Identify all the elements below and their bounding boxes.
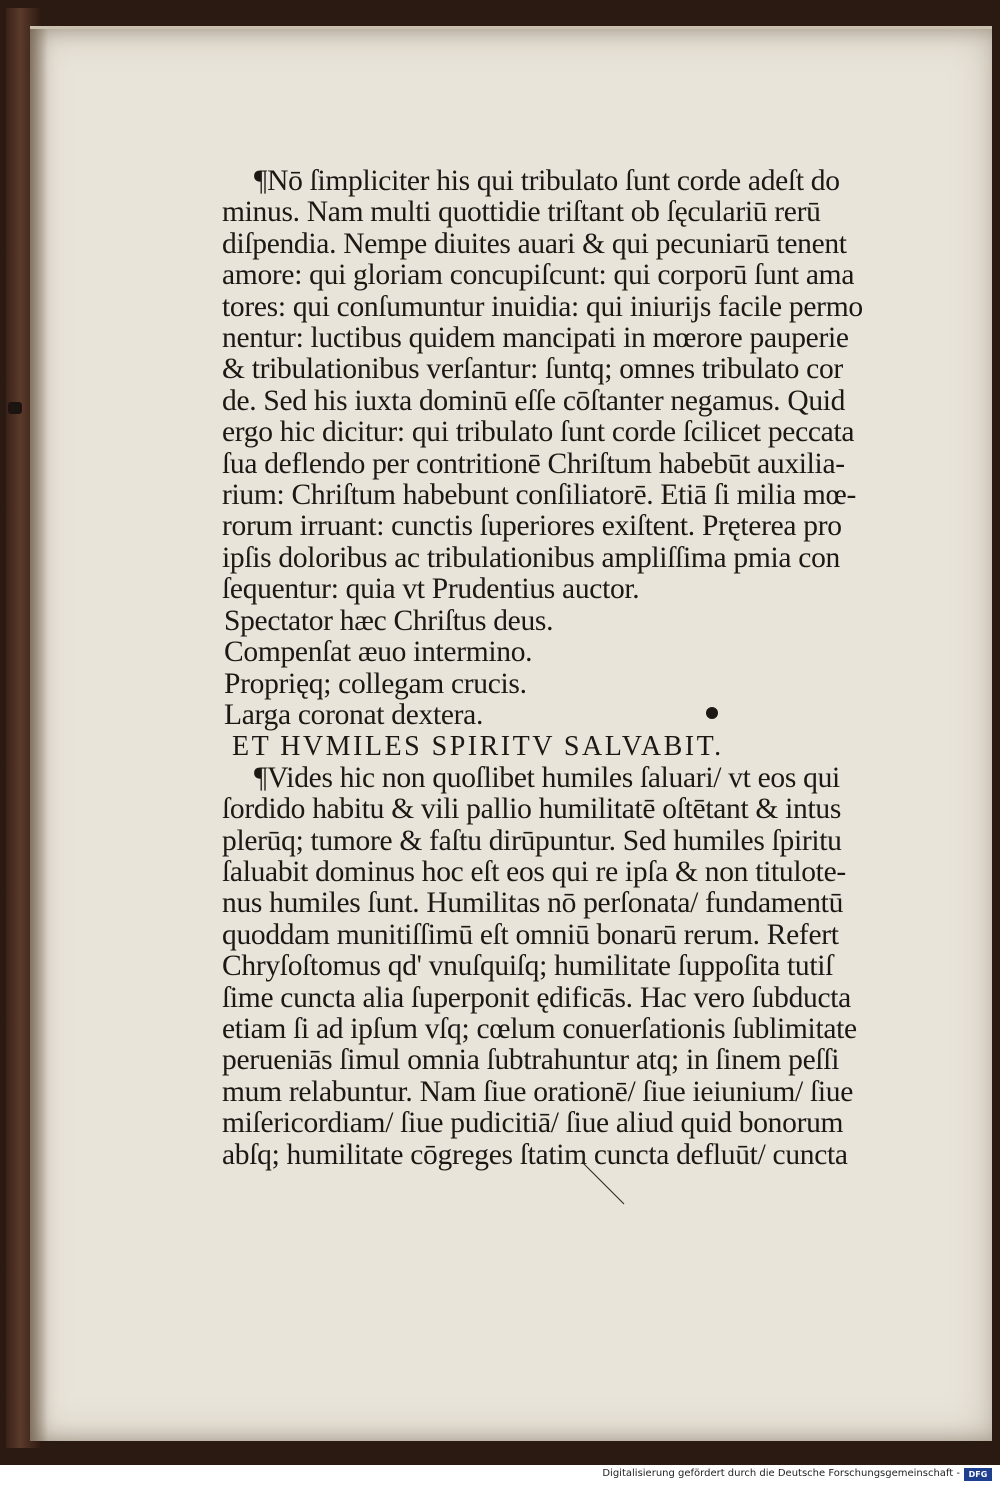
text-line: & tribulationibus verſantur: ſuntq; omnes tribulato cor <box>222 353 843 386</box>
text-line: nus humiles ſunt. Humilitas nō perſonata/ fundamentū <box>222 887 844 920</box>
text-line: ſequentur: quia vt Prudentius auctor. <box>222 573 640 606</box>
text-line: quoddam munitiſſimū eſt omniū bonarū rerum. Refert <box>222 918 839 951</box>
clasp-mark <box>8 402 22 414</box>
dfg-logo-icon: DFG <box>964 1468 992 1481</box>
text-line: Chryſoſtomus qd' vnuſquiſq; humilitate ſuppoſita tutiſ <box>222 950 834 983</box>
text-line: tores: qui conſumuntur inuidia: qui iniurijs facile permo <box>222 290 863 323</box>
text-line: rorum irruant: cunctis ſuperiores exiſtent. Pręterea pro <box>222 510 842 543</box>
text-line: perueniās ſimul omnia ſubtrahuntur atq; in ſinem peſſi <box>222 1044 840 1077</box>
text-line: amore: qui gloriam concupiſcunt: qui corporū ſunt ama <box>222 259 855 292</box>
text-line: ¶Vides hic non quoſlibet humiles ſaluari/ vt eos qui <box>254 761 840 794</box>
verse-quotation <box>222 606 902 732</box>
text-line: miſericordiam/ ſiue pudicitiā/ ſiue aliud quid bonorum <box>222 1107 844 1140</box>
ink-dot <box>706 707 718 719</box>
text-line: de. Sed his iuxta dominū eſſe cōſtanter negamus. Quid <box>222 384 846 417</box>
text-line: minus. Nam multi quottidie triſtant ob ſęculariū rerū <box>222 196 821 229</box>
text-line: mum relabuntur. Nam ſiue orationē/ ſiue ieiunium/ ſiue <box>222 1075 854 1108</box>
section-heading: ET HVMILES SPIRITV SALVABIT. <box>232 731 724 763</box>
verse-line: Proprięq; collegam crucis. <box>224 667 527 700</box>
verse-line: Spectator hæc Chriſtus deus. <box>224 604 554 637</box>
text-line: ſaluabit dominus hoc eſt eos qui re ipſa & non titulote- <box>222 855 846 888</box>
verse-line: Larga coronat dextera. <box>224 698 484 731</box>
text-line: ſua deflendo per contritionē Chriſtum habebūt auxilia- <box>222 447 845 480</box>
paragraph-1 <box>222 166 902 606</box>
text-line: etiam ſi ad ipſum vſq; cœlum conuerſationis ſublimitate <box>222 1012 857 1045</box>
funding-credit: Digitalisierung gefördert durch die Deutsche Forschungsgemeinschaft - <box>602 1468 960 1479</box>
footer-bar <box>0 1465 1000 1485</box>
text-line: ipſis doloribus ac tribulationibus ampliſſima pmia con <box>222 541 840 574</box>
text-line: diſpendia. Nempe diuites auari & qui pecuniarū tenent <box>222 227 847 260</box>
text-line: ſime cuncta alia ſuperponit ędificās. Hac vero ſubducta <box>222 981 851 1014</box>
verse-line: Compenſat æuo intermino. <box>224 636 533 669</box>
text-line: ergo hic dicitur: qui tribulato ſunt corde ſcilicet peccata <box>222 416 855 449</box>
text-line: plerūq; tumore & faſtu dirūpuntur. Sed humiles ſpiritu <box>222 824 842 857</box>
text-line: ſordido habitu & vili pallio humilitatē oſtētant & intus <box>222 793 842 826</box>
paragraph-2 <box>222 763 902 1171</box>
text-line: abſq; humilitate cōgreges ſtatim cuncta defluūt/ cuncta <box>222 1138 848 1171</box>
text-line: rium: Chriſtum habebunt conſiliatorē. Etiā ſi milia mœ- <box>222 479 857 512</box>
text-line: nentur: luctibus quidem mancipati in mœrore pauperie <box>222 322 849 355</box>
page-text <box>222 166 902 1171</box>
spine-shadow <box>30 29 48 1441</box>
ink-stroke-mark <box>580 1160 630 1210</box>
text-line: ¶Nō ſimpliciter his qui tribulato ſunt corde adeſt do <box>254 165 840 197</box>
